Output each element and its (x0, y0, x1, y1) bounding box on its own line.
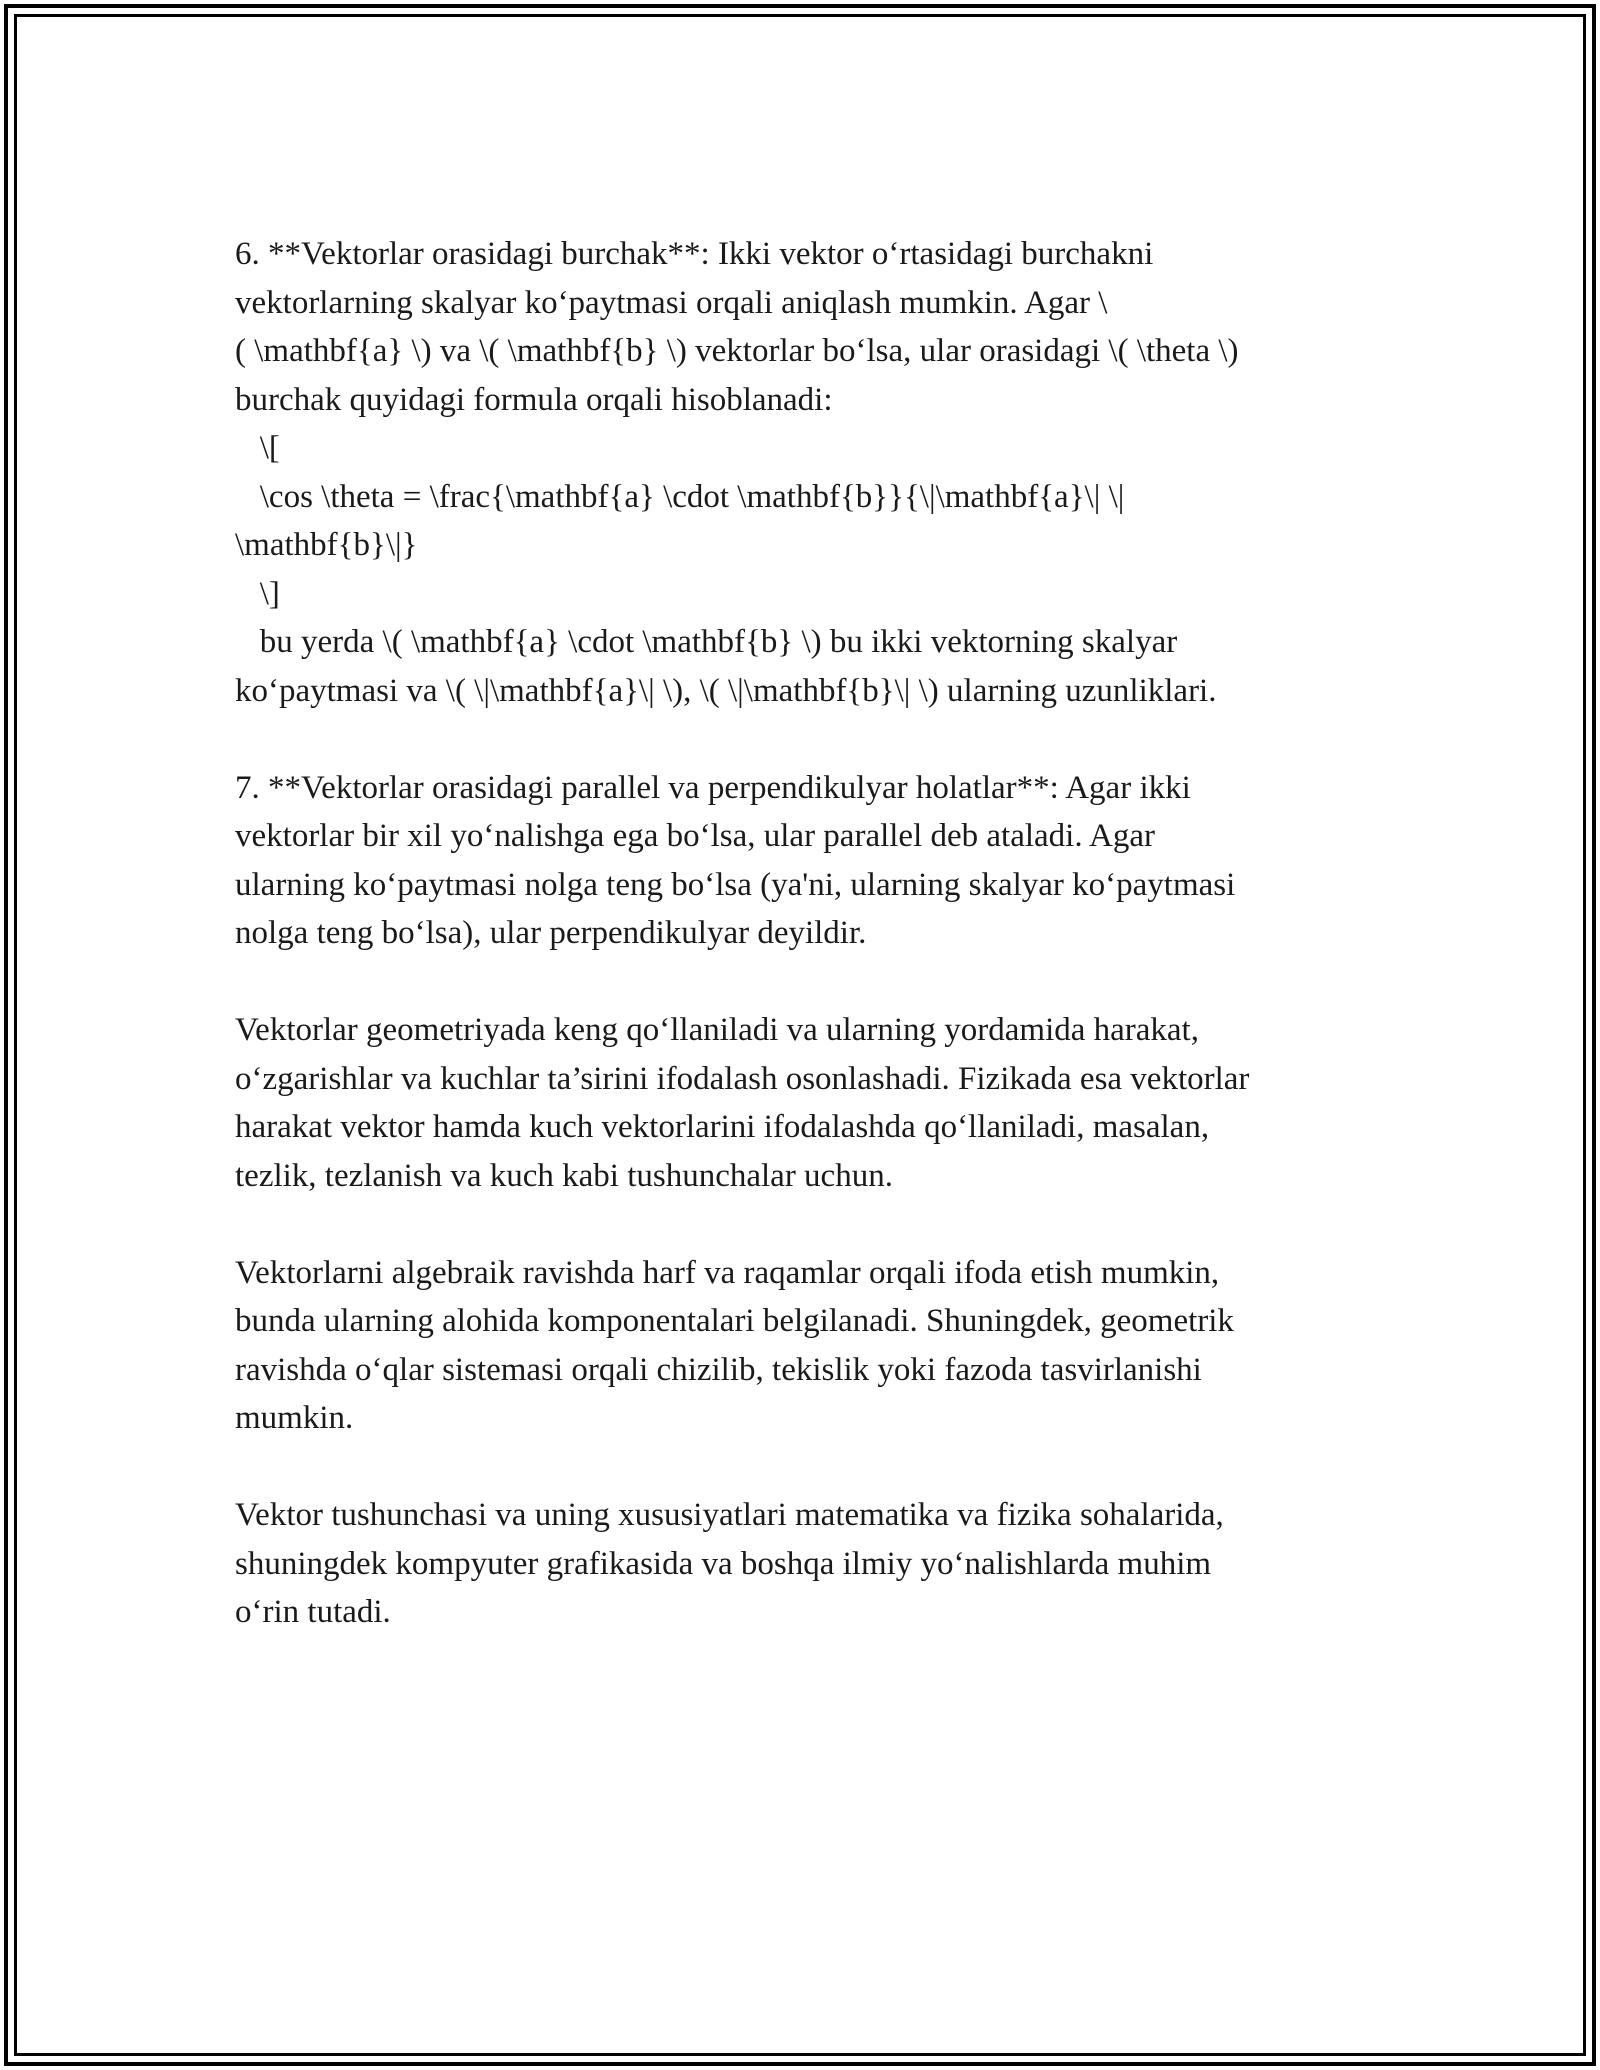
text-line: bunda ularning alohida komponentalari belgilanadi. Shuningdek, geometrik (235, 1303, 1234, 1339)
text-line: tezlik, tezlanish va kuch kabi tushunchalar uchun. (235, 1157, 893, 1194)
paragraph-spacer (235, 1443, 1375, 1492)
paragraph-algebra (235, 1249, 1375, 1443)
paragraph-spacer (235, 958, 1375, 1007)
text-line: vektorlar bir xil yo‘nalishga ega bo‘lsa, ular parallel deb ataladi. Agar (235, 818, 1155, 854)
document-body (235, 230, 1375, 1637)
text-line: ko‘paytmasi va \( \|\mathbf{a}\| \), \( \|\mathbf{b}\| \) ularning uzunliklari. (235, 672, 1217, 709)
paragraph-geometry (235, 1006, 1375, 1200)
text-line: ularning ko‘paytmasi nolga teng bo‘lsa (ya'ni, ularning skalyar ko‘paytmasi (235, 866, 1236, 903)
formula-line: \cos \theta = \frac{\mathbf{a} \cdot \mathbf{b}}{\|\mathbf{a}\| \| (235, 478, 1125, 515)
paragraph-spacer (235, 1200, 1375, 1249)
formula-line: \] (235, 575, 280, 612)
text-line: Vektor tushunchasi va uning xususiyatlari matematika va fizika sohalarida, (235, 1497, 1224, 1533)
text-line: o‘zgarishlar va kuchlar ta’sirini ifodalash osonlashadi. Fizikada esa vektorlar (235, 1060, 1250, 1097)
paragraph-conclusion (235, 1491, 1375, 1637)
formula-line: \mathbf{b}\|} (235, 527, 418, 563)
text-line: 7. **Vektorlar orasidagi parallel va perpendikulyar holatlar**: Agar ikki (235, 769, 1191, 806)
text-line: ravishda o‘qlar sistemasi orqali chizilib, tekislik yoki fazoda tasvirlanishi (235, 1351, 1202, 1388)
text-line: ( \mathbf{a} \) va \( \mathbf{b} \) vektorlar bo‘lsa, ular orasidagi \( \theta \) (235, 333, 1239, 369)
text-line: shuningdek kompyuter grafikasida va boshqa ilmiy yo‘nalishlarda muhim (235, 1545, 1212, 1582)
text-line: Vektorlar geometriyada keng qo‘llaniladi va ularning yordamida harakat, (235, 1012, 1199, 1048)
paragraph-spacer (235, 715, 1375, 764)
text-line: nolga teng bo‘lsa), ular perpendikulyar deyildir. (235, 915, 867, 951)
text-line: 6. **Vektorlar orasidagi burchak**: Ikki vektor o‘rtasidagi burchakni (235, 236, 1154, 272)
text-line: Vektorlarni algebraik ravishda harf va raqamlar orqali ifoda etish mumkin, (235, 1254, 1220, 1291)
item-7-parallel-perpendicular (235, 764, 1375, 958)
text-line: burchak quyidagi formula orqali hisoblanadi: (235, 381, 833, 418)
text-line: harakat vektor hamda kuch vektorlarini ifodalashda qo‘llaniladi, masalan, (235, 1109, 1210, 1145)
text-line: bu yerda \( \mathbf{a} \cdot \mathbf{b} \) bu ikki vektorning skalyar (235, 624, 1178, 660)
text-line: vektorlarning skalyar ko‘paytmasi orqali aniqlash mumkin. Agar \ (235, 284, 1108, 321)
text-line: mumkin. (235, 1400, 354, 1436)
formula-line: \[ (235, 430, 280, 466)
item-6-vector-angle (235, 230, 1375, 715)
text-line: o‘rin tutadi. (235, 1594, 391, 1630)
